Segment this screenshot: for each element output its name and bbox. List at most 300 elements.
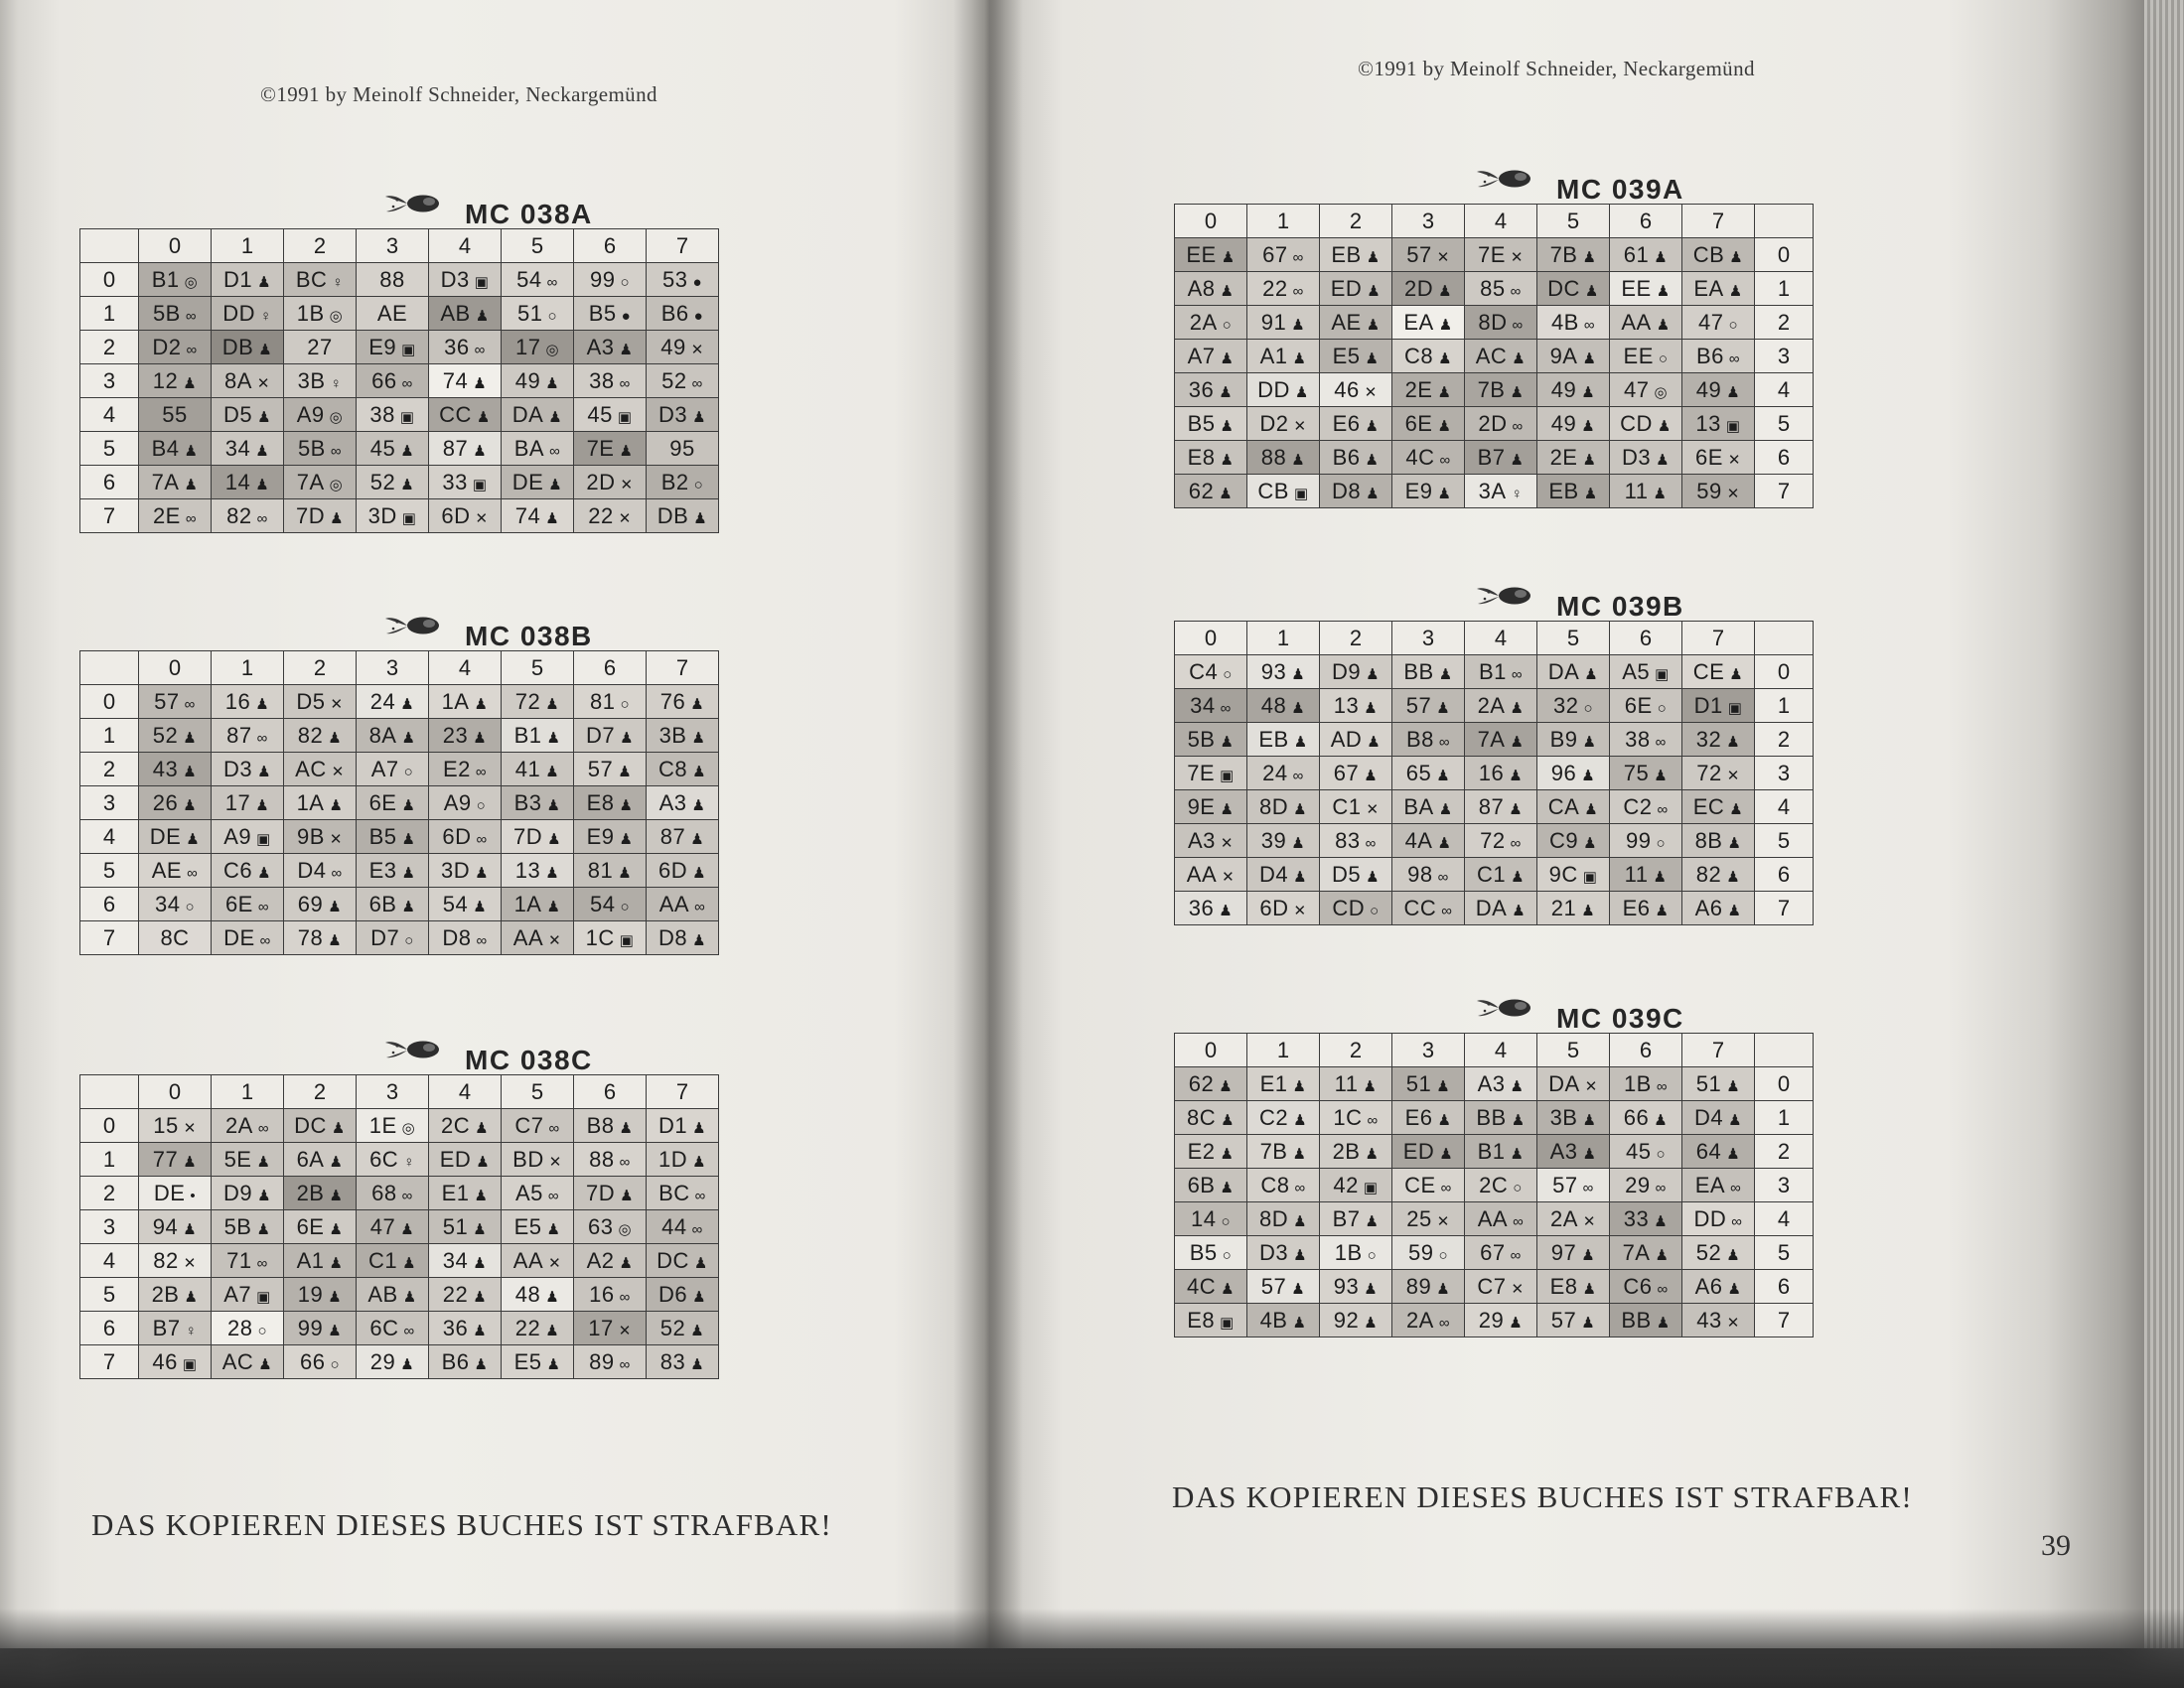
hex-value: 28 — [226, 1315, 253, 1340]
hex-cell — [1175, 373, 1247, 407]
table-row — [1175, 306, 1814, 340]
table-header-row — [80, 1075, 719, 1109]
hex-value: DD — [1257, 376, 1290, 402]
hex-cell — [1537, 790, 1610, 824]
cell-symbol-icon: ∞ — [1292, 248, 1304, 266]
hex-cell — [1175, 272, 1247, 306]
cell-symbol-icon: ♟ — [690, 830, 705, 848]
cell-symbol-icon: ○ — [1657, 699, 1668, 717]
hex-cell — [1247, 1236, 1320, 1270]
hex-value: 4A — [1404, 827, 1433, 853]
hex-value: CB — [1692, 241, 1725, 267]
cell-symbol-icon: ♟ — [257, 763, 272, 780]
hex-cell — [1320, 790, 1392, 824]
cell-symbol-icon: ♟ — [1581, 417, 1596, 435]
hex-value: A5 — [514, 1180, 543, 1205]
copyright-left: ©1991 by Meinolf Schneider, Neckargemünd — [260, 82, 657, 106]
hex-value: E5 — [513, 1348, 542, 1374]
cell-symbol-icon: ♟ — [691, 729, 706, 747]
hex-cell — [502, 432, 574, 466]
hex-cell — [212, 499, 284, 533]
hex-cell — [212, 753, 284, 786]
hex-cell — [284, 888, 357, 921]
cell-symbol-icon: ♟ — [1655, 902, 1670, 919]
cell-symbol-icon: ♟ — [257, 864, 272, 882]
table-row — [1175, 441, 1814, 475]
column-header-3: 3 — [1392, 205, 1465, 238]
hex-cell — [1320, 441, 1392, 475]
cell-symbol-icon: ♟ — [474, 1355, 489, 1373]
column-header-7: 7 — [1682, 205, 1755, 238]
hex-value: 8D — [1258, 1205, 1289, 1231]
cell-symbol-icon: ♟ — [255, 442, 270, 460]
column-header-0: 0 — [1175, 622, 1247, 655]
cell-symbol-icon: ○ — [1583, 699, 1594, 717]
cell-symbol-icon: ✕ — [329, 830, 343, 848]
cell-symbol-icon: ♟ — [690, 1355, 705, 1373]
cell-symbol-icon: ♟ — [692, 1119, 707, 1137]
cell-symbol-icon: ♟ — [1221, 248, 1236, 266]
cell-symbol-icon: ♟ — [692, 408, 707, 426]
hex-value: 82 — [153, 1247, 179, 1273]
hex-value: ED — [1330, 275, 1363, 301]
hex-value: 2D — [1478, 410, 1508, 436]
hex-value: 2D — [1403, 275, 1434, 301]
hex-value: C1 — [1476, 861, 1507, 887]
hex-cell — [139, 753, 212, 786]
cell-symbol-icon: ∞ — [1655, 733, 1667, 751]
cell-symbol-icon: ∞ — [1583, 316, 1596, 334]
hex-cell — [212, 854, 284, 888]
hex-value: 1B — [1623, 1070, 1652, 1096]
hex-cell — [647, 1345, 719, 1379]
column-header-5: 5 — [1537, 622, 1610, 655]
hex-value: B5 — [1187, 410, 1216, 436]
hex-value: 8D — [1478, 309, 1508, 335]
hex-cell — [574, 499, 647, 533]
hex-value: 6C — [369, 1146, 399, 1172]
hex-value: 49 — [660, 334, 686, 359]
cell-symbol-icon: ♟ — [619, 341, 634, 358]
hex-value: 13 — [1333, 692, 1360, 718]
hex-cell — [429, 1143, 502, 1177]
cell-symbol-icon: ♟ — [400, 476, 415, 493]
cell-symbol-icon: ♟ — [1436, 767, 1451, 784]
hex-value: BA — [1403, 793, 1434, 819]
hex-cell — [647, 466, 719, 499]
hex-cell — [1682, 441, 1755, 475]
hex-value: 51 — [1405, 1070, 1432, 1096]
hex-value: DD — [1693, 1205, 1727, 1231]
column-header-4: 4 — [429, 1075, 502, 1109]
hex-cell — [502, 499, 574, 533]
hex-cell — [212, 297, 284, 331]
hex-cell — [1175, 407, 1247, 441]
cell-symbol-icon: ♟ — [1293, 1111, 1308, 1129]
table-row — [1175, 757, 1814, 790]
hex-cell — [647, 331, 719, 364]
hex-value: B5 — [588, 300, 617, 326]
hex-value: E5 — [1332, 343, 1361, 368]
cell-symbol-icon: ♟ — [1366, 665, 1381, 683]
hex-cell — [284, 786, 357, 820]
row-header-3: 3 — [1755, 340, 1814, 373]
cell-symbol-icon: ✕ — [1364, 383, 1378, 401]
table-row — [1175, 1236, 1814, 1270]
hex-value: DE — [223, 924, 255, 950]
hex-cell — [1610, 407, 1682, 441]
row-header-5: 5 — [80, 1278, 139, 1312]
hex-cell — [1392, 373, 1465, 407]
hex-cell — [1465, 1135, 1537, 1169]
hex-value: 89 — [1405, 1273, 1432, 1299]
cell-symbol-icon: ♟ — [1291, 699, 1306, 717]
cell-symbol-icon: ♟ — [693, 509, 708, 527]
hex-cell — [284, 499, 357, 533]
hex-cell — [1175, 1101, 1247, 1135]
row-header-4: 4 — [80, 820, 139, 854]
cell-symbol-icon: ♟ — [329, 1220, 344, 1238]
hex-value: 17 — [514, 334, 541, 359]
hex-value: B6 — [1695, 343, 1724, 368]
hex-value: BC — [658, 1180, 690, 1205]
hex-value: 6D — [441, 502, 471, 528]
hex-value: 3D — [367, 502, 397, 528]
hex-value: E1 — [1259, 1070, 1288, 1096]
hex-cell — [1537, 1169, 1610, 1202]
hex-value: 7A — [1477, 726, 1506, 752]
cell-symbol-icon: ♟ — [257, 408, 272, 426]
hex-value: C8 — [1403, 343, 1434, 368]
hex-value: DC — [1547, 275, 1580, 301]
table-row — [1175, 1135, 1814, 1169]
hex-value: 67 — [1333, 760, 1360, 785]
hex-cell — [502, 364, 574, 398]
hex-cell — [1682, 858, 1755, 892]
hex-cell — [1682, 723, 1755, 757]
column-header-1: 1 — [212, 1075, 284, 1109]
cell-symbol-icon: ∞ — [619, 1153, 631, 1171]
column-header-1: 1 — [212, 651, 284, 685]
hex-value: EA — [1693, 275, 1724, 301]
hex-value: 7D — [295, 502, 326, 528]
cell-symbol-icon: ♟ — [1293, 1212, 1308, 1230]
cell-symbol-icon: ♟ — [1583, 485, 1598, 502]
hex-cell — [139, 719, 212, 753]
row-header-7: 7 — [80, 1345, 139, 1379]
hex-value: 27 — [307, 334, 333, 359]
hex-cell — [1247, 238, 1320, 272]
hex-cell — [502, 685, 574, 719]
hex-value: 5B — [1187, 726, 1216, 752]
hex-cell — [1465, 1202, 1537, 1236]
hex-cell — [1537, 475, 1610, 508]
table-row — [1175, 1270, 1814, 1304]
table-row — [80, 854, 719, 888]
hex-value: 51 — [1695, 1070, 1722, 1096]
cell-symbol-icon: ▣ — [472, 476, 488, 493]
cell-symbol-icon: ♟ — [1510, 383, 1525, 401]
table-row — [80, 1244, 719, 1278]
cell-symbol-icon: ♟ — [1581, 383, 1596, 401]
hex-value: 99 — [1625, 827, 1652, 853]
hex-cell — [1392, 858, 1465, 892]
hex-cell — [139, 1177, 212, 1210]
cell-symbol-icon: ♟ — [619, 796, 634, 814]
hex-cell — [357, 1143, 429, 1177]
cell-symbol-icon: ● — [693, 307, 704, 325]
cell-symbol-icon: ∞ — [474, 341, 486, 358]
hex-value: E1 — [441, 1180, 470, 1205]
hex-value: 7B — [1477, 376, 1506, 402]
hex-value: 72 — [514, 688, 541, 714]
hex-cell — [1537, 858, 1610, 892]
hex-cell — [357, 1210, 429, 1244]
cell-symbol-icon: ♟ — [1511, 868, 1526, 886]
hex-value: AA — [1186, 861, 1218, 887]
hex-cell — [1682, 1067, 1755, 1101]
cell-symbol-icon: ○ — [620, 273, 631, 291]
hex-value: 1D — [657, 1146, 688, 1172]
hex-cell — [1247, 1202, 1320, 1236]
cell-symbol-icon: ♟ — [1220, 451, 1235, 469]
cell-symbol-icon: ∞ — [1367, 1111, 1379, 1129]
hex-value: B7 — [152, 1315, 181, 1340]
hex-cell — [1682, 340, 1755, 373]
cell-symbol-icon: ♟ — [1219, 1077, 1234, 1095]
hex-value: 49 — [1550, 410, 1577, 436]
hex-cell — [212, 331, 284, 364]
hex-cell — [1537, 824, 1610, 858]
column-header-2: 2 — [284, 229, 357, 263]
cell-symbol-icon: ✕ — [1510, 248, 1524, 266]
cell-symbol-icon: ♟ — [1582, 1145, 1597, 1163]
hex-cell — [284, 1109, 357, 1143]
cell-symbol-icon: ♟ — [1220, 282, 1235, 300]
cell-symbol-icon: ♟ — [1581, 1246, 1596, 1264]
table-row — [80, 1345, 719, 1379]
cell-symbol-icon: ♟ — [1364, 767, 1379, 784]
hex-cell — [1320, 892, 1392, 925]
hex-value: EA — [1403, 309, 1434, 335]
hex-value: 7D — [585, 1180, 616, 1205]
cell-symbol-icon: ∞ — [1440, 1179, 1452, 1196]
hex-cell — [1320, 306, 1392, 340]
cell-symbol-icon: ♟ — [1364, 1314, 1379, 1332]
hex-value: 36 — [442, 1315, 469, 1340]
hex-cell — [1247, 655, 1320, 689]
hex-value: B1 — [151, 266, 180, 292]
hex-value: CD — [1332, 895, 1366, 920]
cell-symbol-icon: ♟ — [1728, 1111, 1743, 1129]
row-header-2: 2 — [1755, 1135, 1814, 1169]
hex-value: B2 — [660, 469, 689, 494]
hex-cell — [429, 1244, 502, 1278]
hex-value: 6D — [442, 823, 472, 849]
cell-symbol-icon: ○ — [1513, 1179, 1523, 1196]
hex-cell — [574, 297, 647, 331]
cell-symbol-icon: ♟ — [1729, 665, 1744, 683]
cell-symbol-icon: ♟ — [620, 1187, 635, 1204]
hex-cell — [284, 719, 357, 753]
hex-cell — [1320, 1236, 1392, 1270]
hex-value: A1 — [1259, 343, 1288, 368]
hex-value: 66 — [371, 367, 397, 393]
hex-value: 2B — [296, 1180, 325, 1205]
hex-cell — [1537, 1101, 1610, 1135]
cell-symbol-icon: ♟ — [1726, 1145, 1741, 1163]
cell-symbol-icon: ○ — [185, 898, 196, 915]
hex-value: 16 — [589, 1281, 615, 1307]
cell-symbol-icon: ♟ — [328, 1322, 343, 1339]
hex-value: 6D — [657, 857, 688, 883]
hex-cell — [1537, 892, 1610, 925]
hex-cell — [1392, 441, 1465, 475]
cell-symbol-icon: ♟ — [183, 374, 198, 392]
hex-cell — [1465, 1101, 1537, 1135]
hex-value: AB — [440, 300, 471, 326]
row-header-6: 6 — [1755, 441, 1814, 475]
cell-symbol-icon: ♟ — [474, 695, 489, 713]
hex-cell — [429, 331, 502, 364]
hex-value: 6D — [1259, 895, 1289, 920]
corner-cell — [1755, 622, 1814, 655]
hex-cell — [502, 1345, 574, 1379]
hex-value: A3 — [658, 789, 687, 815]
hex-cell — [1610, 238, 1682, 272]
hex-cell — [502, 1177, 574, 1210]
cell-symbol-icon: ♟ — [184, 476, 199, 493]
column-header-3: 3 — [357, 1075, 429, 1109]
hex-cell — [1465, 238, 1537, 272]
cell-symbol-icon: ♟ — [400, 1220, 415, 1238]
cell-symbol-icon: ♟ — [1583, 834, 1598, 852]
hex-cell — [1465, 757, 1537, 790]
cell-symbol-icon: ♟ — [256, 1220, 271, 1238]
hex-cell — [1610, 272, 1682, 306]
hex-cell — [357, 1109, 429, 1143]
hex-cell — [502, 1244, 574, 1278]
hex-value: D5 — [222, 401, 253, 427]
cell-symbol-icon: ∞ — [1294, 1179, 1306, 1196]
hex-cell — [1320, 1202, 1392, 1236]
column-header-4: 4 — [429, 229, 502, 263]
hex-cell — [357, 1345, 429, 1379]
cell-symbol-icon: ♟ — [402, 1254, 417, 1272]
table-row — [80, 466, 719, 499]
cell-symbol-icon: ♟ — [257, 1187, 272, 1204]
hex-cell — [1247, 1135, 1320, 1169]
hex-cell — [574, 1244, 647, 1278]
galaxy-logo-icon — [1477, 995, 1548, 1021]
table-row — [1175, 238, 1814, 272]
hex-cell — [574, 398, 647, 432]
hex-value: 99 — [297, 1315, 324, 1340]
hex-value: 87 — [659, 823, 686, 849]
hex-value: 77 — [152, 1146, 179, 1172]
cell-symbol-icon: ∞ — [1512, 417, 1524, 435]
cell-symbol-icon: ◎ — [545, 341, 560, 358]
hex-cell — [1175, 306, 1247, 340]
hex-value: D1 — [222, 266, 253, 292]
hex-cell — [647, 1143, 719, 1177]
hex-cell — [1682, 407, 1755, 441]
hex-value: C6 — [1623, 1273, 1653, 1299]
hex-value: 9B — [297, 823, 325, 849]
hex-value: 41 — [514, 756, 541, 781]
cell-symbol-icon: ✕ — [1511, 1280, 1525, 1298]
hex-value: 7D — [512, 823, 543, 849]
hex-value: DA — [511, 401, 544, 427]
hex-cell — [1682, 1202, 1755, 1236]
hex-value: D3 — [657, 401, 688, 427]
hex-cell — [1175, 1135, 1247, 1169]
cell-symbol-icon: ∞ — [548, 1119, 560, 1137]
cell-symbol-icon: ♟ — [1657, 417, 1672, 435]
cell-symbol-icon: ∞ — [185, 509, 198, 527]
hex-cell — [647, 364, 719, 398]
hex-value: 48 — [514, 1281, 541, 1307]
hex-cell — [429, 1312, 502, 1345]
hex-cell — [1610, 723, 1682, 757]
cell-symbol-icon: ▣ — [474, 273, 490, 291]
hex-value: 78 — [297, 924, 324, 950]
cell-symbol-icon: ∞ — [1510, 834, 1522, 852]
hex-cell — [1392, 689, 1465, 723]
row-header-4: 4 — [80, 1244, 139, 1278]
cell-symbol-icon: ∞ — [401, 1187, 413, 1204]
hex-cell — [502, 921, 574, 955]
table-row — [80, 719, 719, 753]
hex-cell — [139, 685, 212, 719]
hex-value: AA — [1477, 1205, 1509, 1231]
cell-symbol-icon: ∞ — [1512, 316, 1524, 334]
cell-symbol-icon: ∞ — [257, 1119, 270, 1137]
hex-value: C8 — [657, 756, 688, 781]
hex-cell — [502, 820, 574, 854]
hex-value: 43 — [1696, 1307, 1722, 1333]
hex-value: AC — [221, 1348, 254, 1374]
table-row — [1175, 407, 1814, 441]
table-row — [1175, 1067, 1814, 1101]
hex-cell — [1247, 407, 1320, 441]
hex-cell — [1392, 1101, 1465, 1135]
cell-symbol-icon: ♟ — [329, 1187, 344, 1204]
cell-symbol-icon: ∞ — [476, 830, 488, 848]
cell-symbol-icon: ♟ — [1364, 1280, 1379, 1298]
hex-value: 63 — [587, 1213, 614, 1239]
cell-symbol-icon: ▣ — [256, 830, 271, 848]
hex-value: A6 — [1694, 1273, 1723, 1299]
column-header-6: 6 — [574, 229, 647, 263]
cell-symbol-icon: ∞ — [619, 1288, 631, 1306]
hex-cell — [1320, 757, 1392, 790]
hex-value: 9A — [1549, 343, 1578, 368]
table-title-mc038b: MC 038B — [465, 621, 593, 651]
cell-symbol-icon: ♟ — [1292, 1077, 1307, 1095]
row-header-3: 3 — [80, 1210, 139, 1244]
hex-value: 2E — [152, 502, 181, 528]
hex-value: 51 — [516, 300, 543, 326]
hex-cell — [1465, 1270, 1537, 1304]
corner-cell — [80, 229, 139, 263]
cell-symbol-icon: ♟ — [401, 729, 416, 747]
hex-cell — [1247, 1169, 1320, 1202]
hex-value: E8 — [1549, 1273, 1578, 1299]
hex-value: C7 — [514, 1112, 544, 1138]
column-header-7: 7 — [647, 229, 719, 263]
table-row — [1175, 475, 1814, 508]
